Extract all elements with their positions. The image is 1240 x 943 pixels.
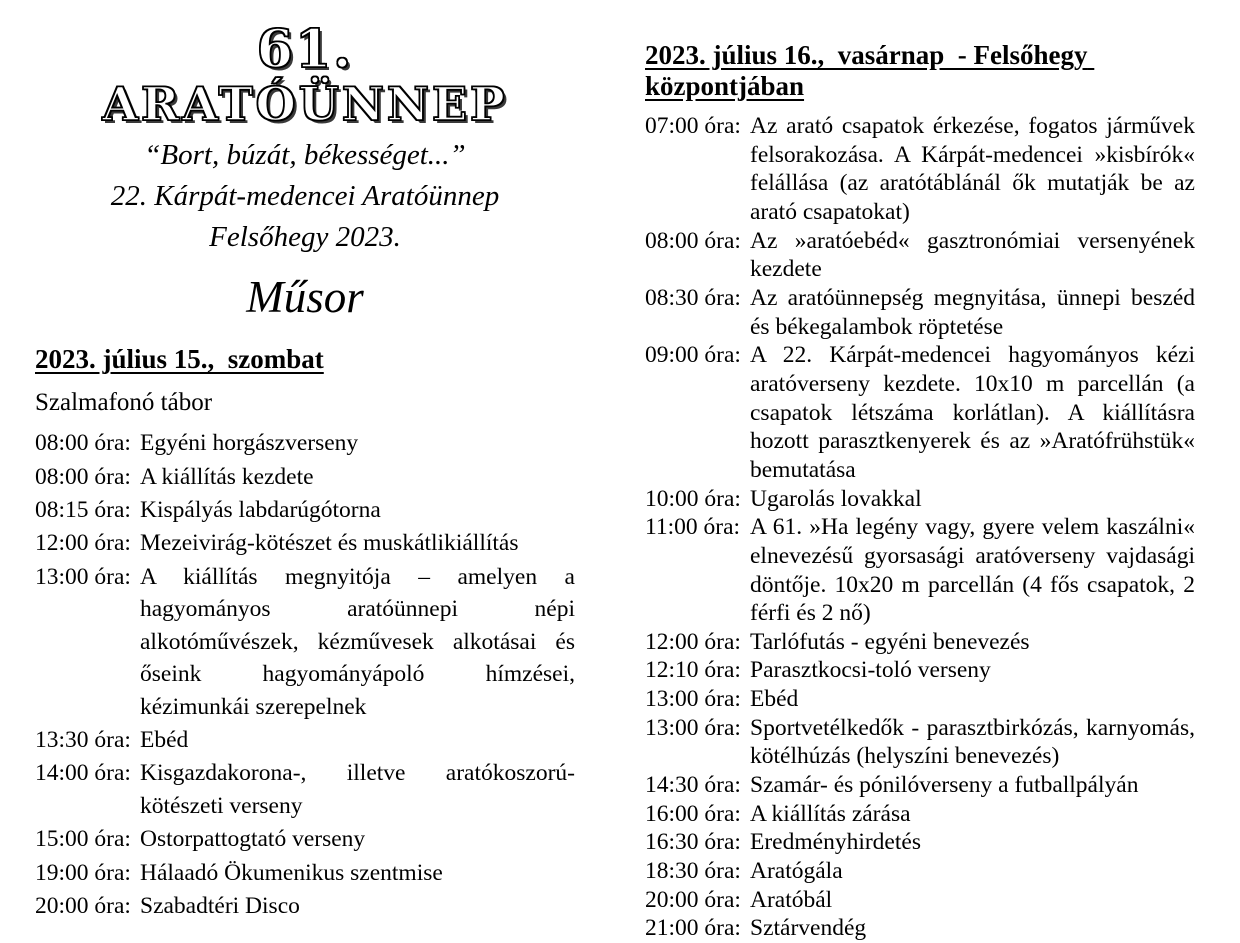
event-description: Mezeivirág-kötészet és muskátlikiállítás: [140, 530, 519, 557]
event-description: A 61. »Ha legény vagy, gyere velem kaszálni« elnevezésű gyorsasági aratóverseny vajdasági döntője. 10x20 m parcellán (4 fős csapatok, 2 férfi és 2 nő): [750, 514, 1195, 627]
schedule-item: [35, 561, 575, 723]
event-description: A 22. Kárpát-medencei hagyományos kézi aratóverseny kezdete. 10x10 m parcellán (a csapatok létszáma korlátlan). A kiállításra hozott parasztkenyerek és az »Aratófrühstük« bemutatása: [750, 342, 1195, 483]
event-time: 11:00 óra:: [645, 514, 741, 541]
schedule-item: [35, 757, 575, 822]
schedule-item: [35, 494, 575, 526]
event-description: A kiállítás megnyitója – amelyen a hagyományos aratóünnepi népi alkotóművészek, kézművesek alkotásai és őseink hagyományápoló hímzései, kézimunkái szerepelnek: [140, 563, 575, 720]
event-description: Ebéd: [140, 726, 189, 753]
right-column: [610, 0, 1240, 942]
event-time: 13:00 óra:: [645, 686, 741, 713]
event-description: Ostorpattogtató verseny: [140, 826, 366, 853]
event-description: Sztárvendég: [750, 915, 867, 942]
event-time: 08:15 óra:: [35, 497, 131, 524]
event-time: 13:30 óra:: [35, 726, 131, 753]
title-block: [35, 19, 575, 322]
day1-heading: 2023. július 15., szombat: [35, 344, 324, 375]
event-description: Hálaadó Ökumenikus szentmise: [140, 859, 443, 886]
event-description: Az »aratóebéd« gasztronómiai versenyének kezdete: [750, 227, 1195, 283]
event-description: Ebéd: [750, 686, 799, 713]
day1-note: Szalmafonó tábor: [35, 389, 213, 417]
schedule-item: [35, 427, 575, 459]
event-time: 10:00 óra:: [645, 485, 741, 512]
left-column: [0, 0, 610, 920]
schedule-item: [35, 857, 575, 889]
event-time: 08:30 óra:: [645, 284, 741, 311]
event-description: Aratóbál: [750, 886, 833, 913]
event-description: Tarlófutás - egyéni benevezés: [750, 628, 1030, 655]
event-time: 08:00 óra:: [645, 227, 741, 254]
festival-motto: “Bort, búzát, békességet...”: [144, 139, 466, 172]
schedule-item: [35, 823, 575, 855]
schedule-item: [35, 890, 575, 922]
schedule-item: [645, 485, 1195, 514]
event-time: 08:00 óra:: [35, 463, 131, 490]
event-time: 07:00 óra:: [645, 113, 741, 139]
schedule-item: [645, 914, 1195, 943]
event-time: 13:00 óra:: [645, 714, 741, 741]
event-description: Az arató csapatok érkezése, fogatos járművek felsorakozása. A Kárpát-medencei »kisbírók« felállása (az aratótáblánál ők mutatják be az arató csapatokat): [750, 113, 1195, 225]
schedule-item: [645, 857, 1195, 886]
event-time: 08:00 óra:: [35, 430, 131, 457]
program-heading: Műsor: [246, 271, 364, 322]
event-time: 19:00 óra:: [35, 859, 131, 886]
event-time: 13:00 óra:: [35, 563, 131, 590]
schedule-item: [645, 284, 1195, 341]
day2-heading: 2023. július 16., vasárnap - Felsőhegy központjában: [645, 40, 1095, 101]
schedule-item: [645, 341, 1195, 484]
schedule-item: [645, 112, 1195, 227]
schedule-item: [35, 461, 575, 493]
schedule-item: [645, 771, 1195, 800]
event-time: 14:30 óra:: [645, 772, 741, 799]
event-time: 15:00 óra:: [35, 826, 131, 853]
schedule-item: [645, 828, 1195, 857]
festival-location-year: Felsőhegy 2023.: [209, 220, 401, 253]
event-description: Szabadtéri Disco: [140, 893, 300, 920]
schedule-item: [645, 800, 1195, 829]
festival-subtitle: 22. Kárpát-medencei Aratóünnep: [110, 180, 500, 213]
event-time: 14:00 óra:: [35, 760, 131, 787]
event-time: 16:00 óra:: [645, 800, 741, 827]
event-description: Egyéni horgászverseny: [140, 430, 359, 457]
schedule-item: [35, 527, 575, 559]
event-time: 12:00 óra:: [645, 628, 741, 655]
event-description: A kiállítás zárása: [750, 800, 911, 827]
schedule-item: [645, 886, 1195, 915]
event-time: 20:00 óra:: [35, 893, 131, 920]
event-time: 12:00 óra:: [35, 530, 131, 557]
event-description: A kiállítás kezdete: [140, 463, 314, 490]
event-description: Szamár- és pónilóverseny a futballpályán: [750, 772, 1139, 799]
schedule-item: [35, 724, 575, 756]
event-description: Sportvetélkedők - parasztbirkózás, karnyomás, kötélhúzás (helyszíni benevezés): [750, 714, 1195, 770]
schedule-item: [645, 656, 1195, 685]
event-time: 12:10 óra:: [645, 657, 741, 684]
schedule-item: [645, 628, 1195, 657]
event-description: Kispályás labdarúgótorna: [140, 497, 381, 524]
schedule-item: [645, 513, 1195, 628]
event-time: 16:30 óra:: [645, 829, 741, 856]
event-description: Ugarolás lovakkal: [750, 485, 922, 512]
event-time: 18:30 óra:: [645, 858, 741, 885]
schedule-item: [645, 685, 1195, 714]
event-description: Aratógála: [750, 858, 843, 885]
day1-schedule: [35, 427, 575, 922]
event-time: 09:00 óra:: [645, 342, 741, 369]
schedule-item: [645, 714, 1195, 771]
event-time: 20:00 óra:: [645, 886, 741, 913]
schedule-item: [645, 227, 1195, 284]
festival-title: ARATÓÜNNEP: [102, 77, 508, 131]
festival-number: 61.: [256, 19, 354, 80]
event-description: Eredményhirdetés: [750, 829, 921, 856]
event-description: Az aratóünnepség megnyitása, ünnepi beszéd és békegalambok röptetése: [750, 284, 1195, 340]
day2-schedule: [645, 112, 1195, 943]
event-description: Parasztkocsi-toló verseny: [750, 657, 991, 684]
event-time: 21:00 óra:: [645, 915, 741, 942]
event-description: Kisgazdakorona-, illetve aratókoszorú-kötészeti verseny: [140, 760, 575, 819]
